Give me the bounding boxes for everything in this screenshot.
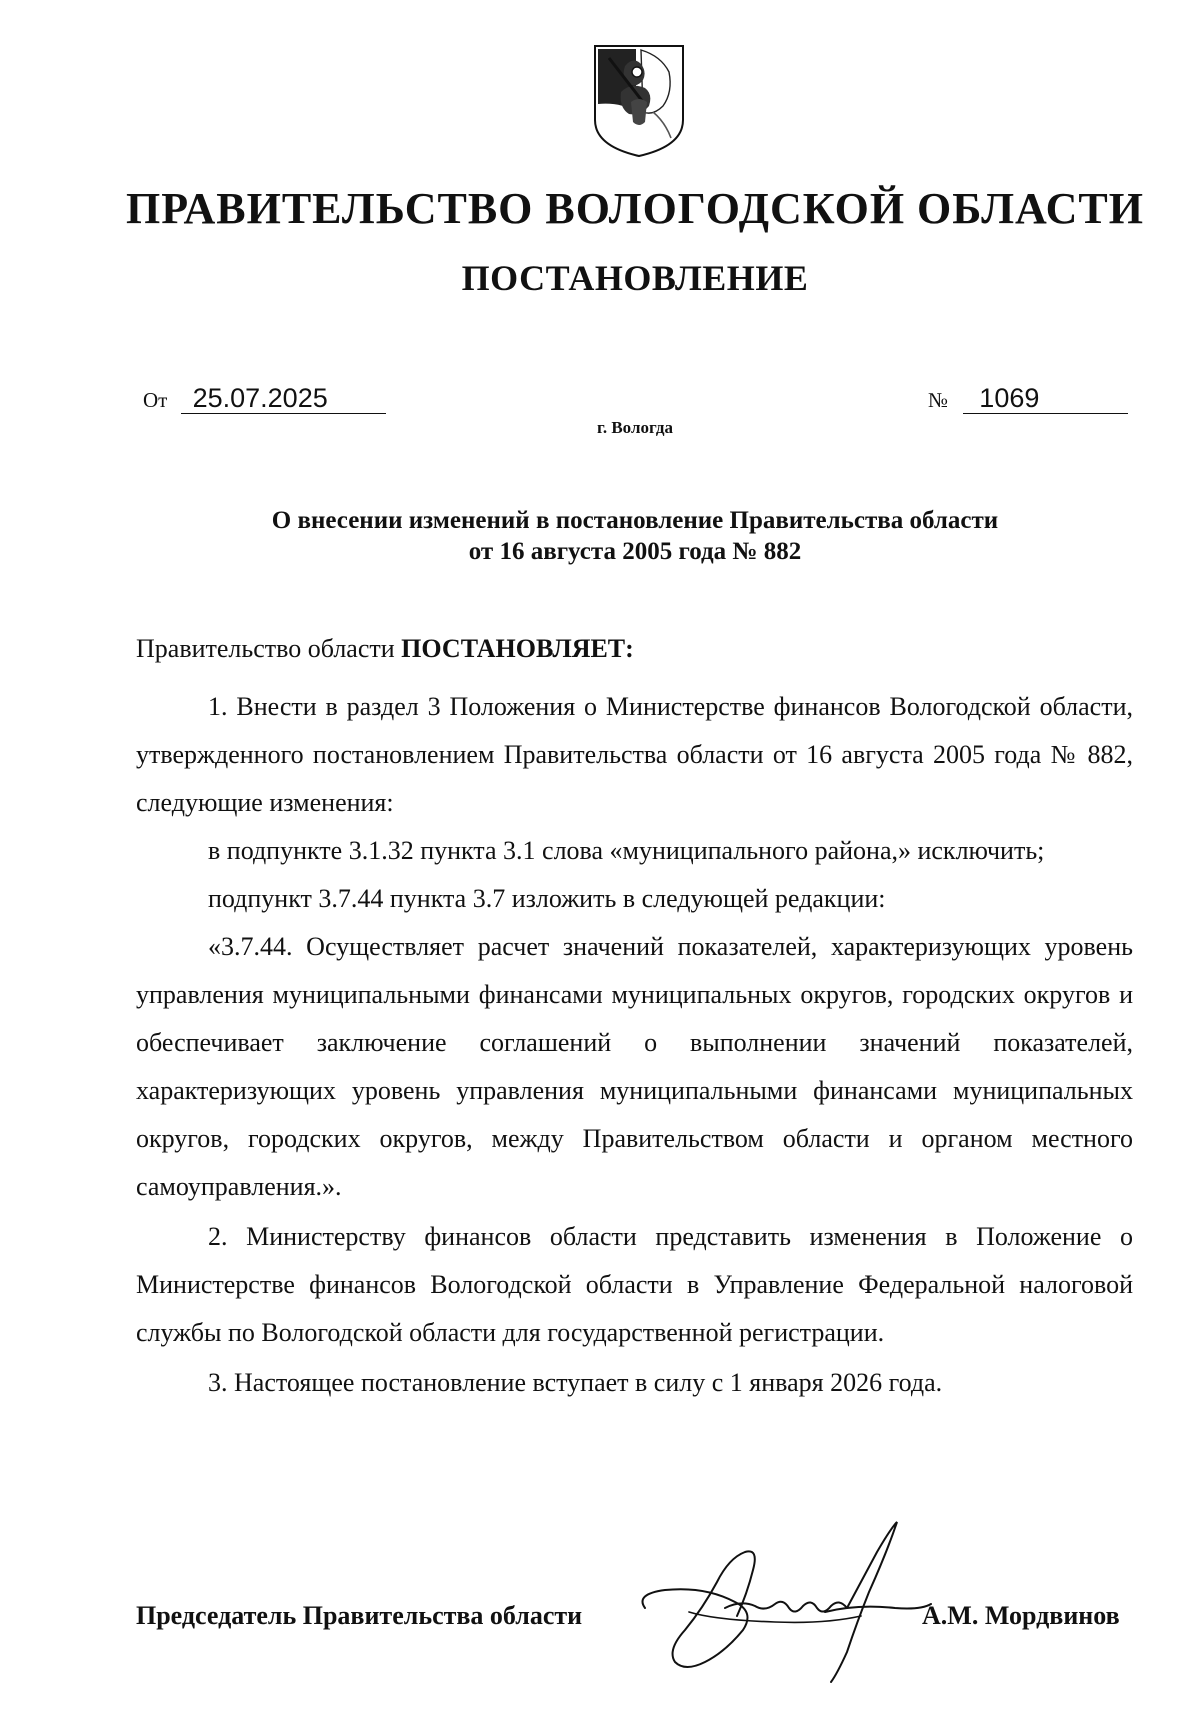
date-field xyxy=(143,383,386,414)
number-value: 1069 xyxy=(963,383,1128,414)
date-value: 25.07.2025 xyxy=(181,383,386,414)
subject-line-1: О внесении изменений в постановление Правительства области xyxy=(271,507,999,534)
number-field xyxy=(928,383,1128,414)
preamble-text: Правительство области xyxy=(136,634,395,663)
paragraph-1c: «3.7.44. Осуществляет расчет значений показателей, характеризующих уровень управления муниципальными финансами муниципальных округов, городских округов и обеспечивает заключение соглашений о выполнении значений показателей, характеризующих уровень управления муниципальными финансами муниципальных округов, городских округов, между Правительством области и органом местного самоуправления.». xyxy=(136,932,1133,1201)
document-subject xyxy=(0,505,1200,567)
subject-line-2: от 16 августа 2005 года № 882 xyxy=(468,538,802,565)
paragraph-1: 1. Внести в раздел 3 Положения о Министерстве финансов Вологодской области, утвержденного постановлением Правительства области от 16 августа 2005 года № 882, следующие изменения: xyxy=(136,692,1133,817)
document-body xyxy=(136,625,1133,1407)
paragraph-1a: в подпункте 3.1.32 пункта 3.1 слова «муниципального района,» исключить; xyxy=(208,836,1045,865)
paragraph-3: 3. Настоящее постановление вступает в силу с 1 января 2026 года. xyxy=(208,1368,943,1397)
decree-word: ПОСТАНОВЛЯЕТ: xyxy=(401,634,634,663)
government-name: ПРАВИТЕЛЬСТВО ВОЛОГОДСКОЙ ОБЛАСТИ xyxy=(126,184,1144,233)
signer-position: Председатель Правительства области xyxy=(136,1601,583,1630)
signer-name: А.М. Мордвинов xyxy=(922,1601,1120,1630)
city-name: г. Вологда xyxy=(597,418,673,437)
date-label: От xyxy=(143,388,168,412)
paragraph-2: 2. Министерству финансов области представить изменения в Положение о Министерстве финансов Вологодской области в Управление Федеральной налоговой службы по Вологодской области для государственной регистрации. xyxy=(136,1222,1133,1347)
signature-image xyxy=(625,1512,955,1687)
preamble-paragraph xyxy=(136,625,1133,673)
coat-of-arms-icon xyxy=(591,42,687,160)
paragraph-1b: подпункт 3.7.44 пункта 3.7 изложить в следующей редакции: xyxy=(208,884,886,913)
number-label: № xyxy=(928,388,949,412)
document-type: ПОСТАНОВЛЕНИЕ xyxy=(461,258,809,298)
